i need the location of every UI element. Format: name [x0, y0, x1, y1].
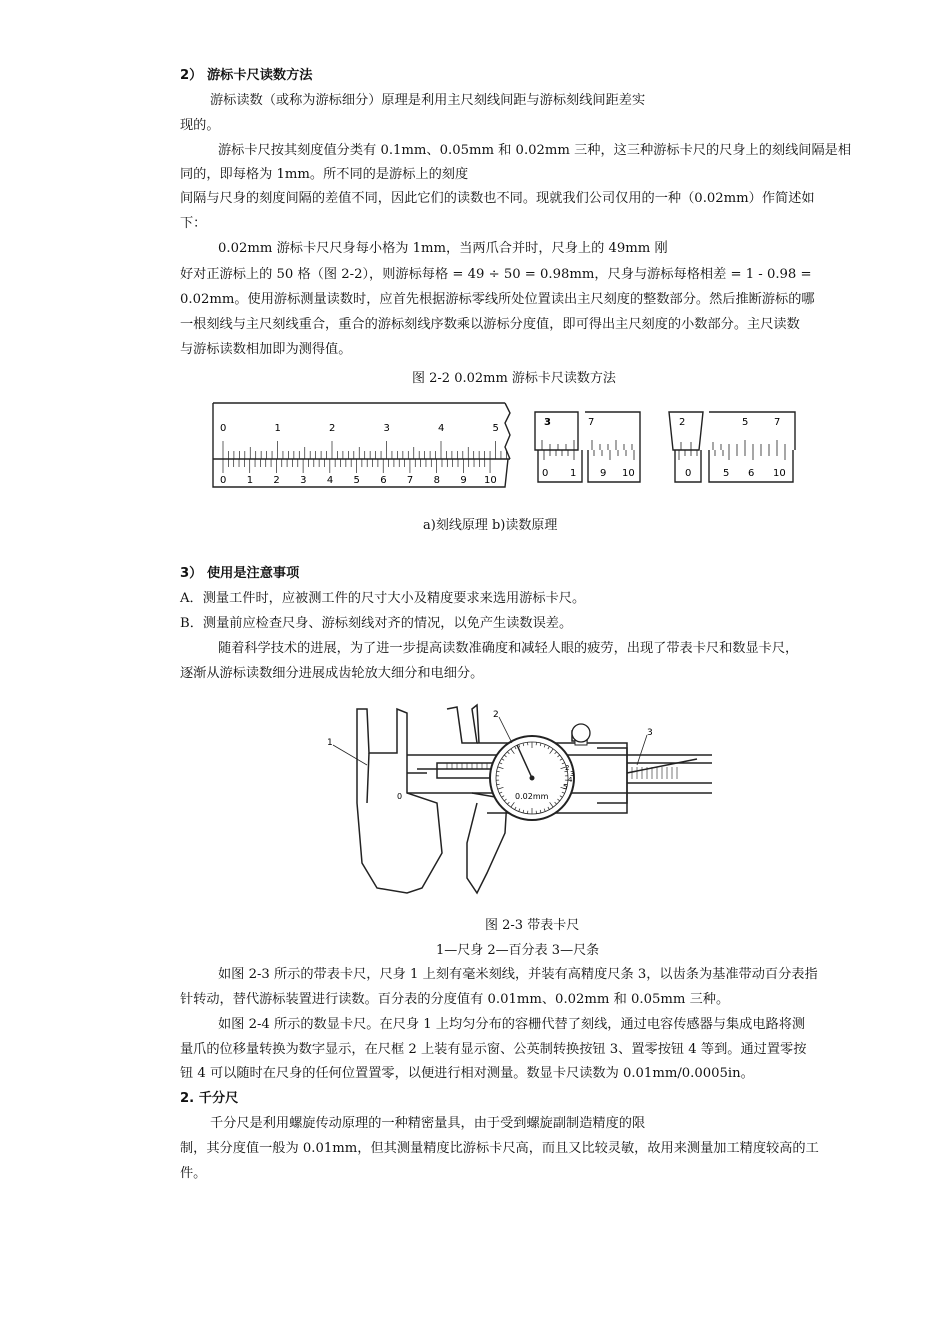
vernier-scale-label: 1 [246, 475, 254, 486]
figure-subcaption-2-3: 1—尺身 2—百分表 3—尺条 [436, 943, 600, 958]
vernier-scale-label: 9 [460, 475, 467, 486]
scale-label: 0 [542, 468, 549, 479]
figure-caption-2-3: 图 2-3 带表卡尺 [485, 918, 580, 933]
paragraph-line: 与游标读数相加即为测得值。 [180, 342, 352, 357]
callout-label: 3 [647, 728, 653, 738]
dial-label: 0.02mm [515, 792, 549, 801]
paragraph-line: 逐渐从游标读数细分进展成齿轮放大细分和电细分。 [180, 666, 484, 681]
callout-label: 1 [327, 738, 333, 748]
dial-caliper-figure [327, 703, 717, 903]
vernier-reading-example-2 [665, 410, 805, 490]
paragraph-line: B．测量前应检查尺身、游标刻线对齐的情况，以免产生读数误差。 [180, 616, 573, 631]
dial-number: 4 [568, 776, 573, 784]
figure-caption-2-2: 图 2-2 0.02mm 游标卡尺读数方法 [412, 371, 616, 386]
paragraph-line: 0.02mm。使用游标测量读数时，应首先根据游标零线所处位置读出主尺刻度的整数部分。然后推断游标的哪 [180, 292, 815, 307]
scale-label: 6 [748, 468, 755, 479]
main-scale-label: 4 [438, 423, 445, 434]
main-scale-label: 5 [492, 423, 499, 434]
paragraph-line: 现的。 [180, 118, 220, 133]
scale-label: 1 [570, 468, 577, 479]
vernier-scale-label: 5 [353, 475, 360, 486]
scale-label: 10 [773, 468, 786, 479]
vernier-reading-example-1 [530, 410, 660, 490]
scale-label: 3 [544, 417, 551, 428]
paragraph-line: 游标卡尺按其刻度值分类有 0.1mm、0.05mm 和 0.02mm 三种，这三种游标卡尺的尺身上的刻线间隔是相 [218, 143, 852, 158]
vernier-scale-label: 3 [300, 475, 307, 486]
paragraph-line: 量爪的位移量转换为数字显示，在尺框 2 上装有显示窗、公英制转换按钮 3、置零按钮 4 等到。通过置零按 [180, 1042, 807, 1057]
paragraph-line: 0.02mm 游标卡尺尺身每小格为 1mm，当两爪合并时，尺身上的 49mm 刚 [218, 241, 668, 256]
vernier-scale-label: 8 [433, 475, 441, 486]
main-scale-label: 3 [383, 423, 390, 434]
paragraph-line: A．测量工件时，应被测工件的尺寸大小及精度要求来选用游标卡尺。 [180, 591, 586, 606]
dial-number: 3 [570, 770, 575, 778]
scale-label: 7 [588, 417, 595, 428]
paragraph-line: 如图 2-3 所示的带表卡尺，尺身 1 上刻有毫米刻线，并装有高精度尺条 3，以齿条为基准带动百分表指 [218, 967, 818, 982]
paragraph-line: 针转动，替代游标装置进行读数。百分表的分度值有 0.01mm、0.02mm 和 0.05mm 三种。 [180, 992, 730, 1007]
paragraph-line: 同的，即每格为 1mm。所不同的是游标上的刻度 [180, 167, 469, 182]
main-scale-label: 2 [329, 423, 336, 434]
vernier-scale-label: 0 [220, 475, 227, 486]
paragraph-line: 间隔与尺身的刻度间隔的差值不同，因此它们的读数也不同。现就我们公司仅用的一种（0.02mm）作简述如 [180, 191, 815, 206]
figure-subcaption-2-2: a)刻线原理 b)读数原理 [423, 518, 558, 533]
scale-zero-label: 0 [397, 792, 403, 801]
scale-label: 5 [723, 468, 730, 479]
scale-label: 9 [600, 468, 607, 479]
paragraph-line: 游标读数（或称为游标细分）原理是利用主尺刻线间距与游标刻线间距差实 [210, 93, 646, 108]
vernier-scale-label: 7 [406, 475, 414, 486]
scale-label: 2 [679, 417, 686, 428]
paragraph-line: 制，其分度值一般为 0.01mm，但其测量精度比游标卡尺高，而且又比较灵敏，故用来测量加工精度较高的工 [180, 1141, 819, 1156]
paragraph-line: 一根刻线与主尺刻线重合，重合的游标刻线序数乘以游标分度值，即可得出主尺刻度的小数部分。主尺读数 [180, 317, 800, 332]
callout-label: 2 [493, 710, 499, 720]
scale-label: 7 [774, 417, 781, 428]
vernier-principle-figure [205, 397, 515, 497]
section-heading-micrometer: 2. 千分尺 [180, 1091, 239, 1106]
vernier-scale-label: 6 [380, 475, 387, 486]
paragraph-line: 好对正游标上的 50 格（图 2-2），则游标每格 = 49 ÷ 50 = 0.98mm，尺身与游标每格相差 = 1 - 0.98 = [180, 267, 812, 282]
main-scale-label: 1 [274, 423, 281, 434]
paragraph-line: 下： [180, 216, 207, 231]
scale-label: 5 [742, 417, 749, 428]
vernier-scale-label: 4 [326, 475, 334, 486]
dial-number: 2 [565, 764, 570, 772]
vernier-scale-label: 10 [484, 475, 497, 486]
vernier-scale-label: 2 [273, 475, 280, 486]
paragraph-line: 千分尺是利用螺旋传动原理的一种精密量具，由于受到螺旋副制造精度的限 [210, 1116, 646, 1131]
paragraph-line: 如图 2-4 所示的数显卡尺。在尺身 1 上均匀分布的容栅代替了刻线，通过电容传感器与集成电路将测 [218, 1017, 806, 1032]
section-heading-precautions: 3） 使用是注意事项 [180, 566, 300, 581]
scale-label: 0 [685, 468, 692, 479]
section-heading-vernier-reading: 2） 游标卡尺读数方法 [180, 68, 313, 83]
scale-label: 10 [622, 468, 635, 479]
paragraph-line: 件。 [180, 1166, 207, 1181]
paragraph-line: 钮 4 可以随时在尺身的任何位置置零，以便进行相对测量。数显卡尺读数为 0.01mm/0.0005in。 [180, 1066, 754, 1081]
main-scale-label: 0 [220, 423, 227, 434]
dial-number: 5 [563, 783, 568, 791]
paragraph-line: 随着科学技术的进展，为了进一步提高读数准确度和减轻人眼的疲劳，出现了带表卡尺和数显卡尺， [218, 641, 799, 656]
